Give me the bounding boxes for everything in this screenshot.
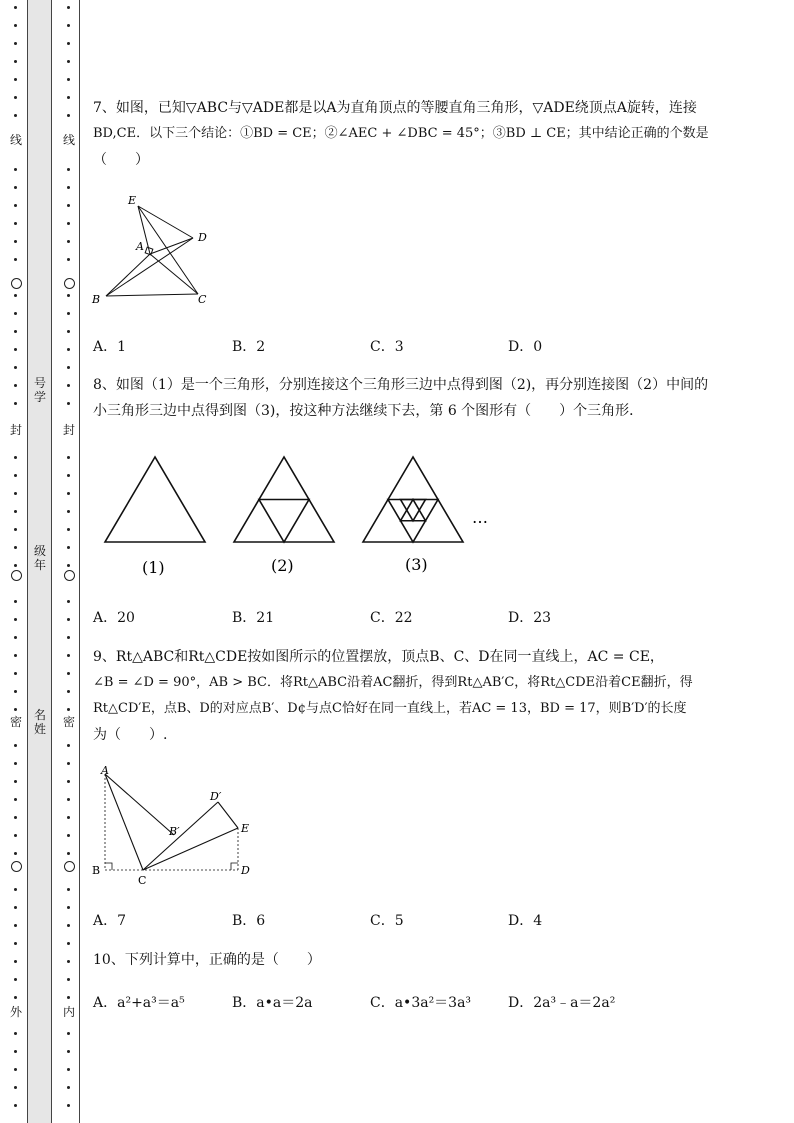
binding-circle <box>11 278 22 289</box>
outer-marker-xian: 线 <box>9 133 22 147</box>
binding-dot <box>67 186 70 189</box>
q7-edge-bc <box>106 294 198 296</box>
binding-dot <box>14 1050 17 1053</box>
binding-dot <box>67 96 70 99</box>
binding-dot <box>14 312 17 315</box>
q7-figure <box>88 190 218 310</box>
binding-dot <box>14 834 17 837</box>
outer-marker-wai: 外 <box>9 1005 22 1019</box>
binding-dot <box>14 816 17 819</box>
q9-option-b[interactable]: B．6 <box>232 913 266 929</box>
binding-dot <box>67 618 70 621</box>
q8-figure <box>98 450 508 580</box>
q7-label-b: B <box>92 293 101 306</box>
binding-dot <box>14 618 17 621</box>
binding-dot <box>67 996 70 999</box>
q9-edge-cd1 <box>143 802 218 870</box>
inner-marker-xian: 线 <box>62 133 75 147</box>
binding-dot <box>67 834 70 837</box>
binding-dot <box>14 600 17 603</box>
binding-dot <box>67 600 70 603</box>
q8-caption-2: (2) <box>271 556 294 575</box>
binding-dot <box>14 186 17 189</box>
binding-dot <box>67 312 70 315</box>
q7-edge-ed <box>138 206 193 238</box>
binding-dot <box>14 906 17 909</box>
binding-dot <box>67 384 70 387</box>
binding-dot <box>67 78 70 81</box>
binding-dot <box>67 978 70 981</box>
binding-dot <box>14 564 17 567</box>
binding-dot <box>67 942 70 945</box>
binding-dot <box>67 258 70 261</box>
q9-label-e: E <box>241 822 250 835</box>
binding-dot <box>67 906 70 909</box>
binding-dot <box>67 564 70 567</box>
binding-dot <box>67 474 70 477</box>
binding-dot <box>67 798 70 801</box>
binding-dot <box>14 330 17 333</box>
binding-dot <box>67 456 70 459</box>
binding-dot <box>14 528 17 531</box>
binding-dot <box>67 1086 70 1089</box>
binding-dot <box>67 888 70 891</box>
q9-edge-ce <box>143 828 238 870</box>
binding-dot <box>14 24 17 27</box>
binding-dot <box>14 384 17 387</box>
binding-dot <box>14 708 17 711</box>
outer-marker-mi: 密 <box>9 715 22 729</box>
binding-dot <box>67 294 70 297</box>
binding-dot <box>14 402 17 405</box>
q10-option-a[interactable]: A．a²+a³＝a⁵ <box>93 995 185 1011</box>
binding-dot <box>14 924 17 927</box>
binding-dot <box>67 222 70 225</box>
q9-label-b: B <box>92 864 101 877</box>
binding-circle <box>11 861 22 872</box>
q7-label-d: D <box>198 231 207 244</box>
q9-edge-ac <box>105 774 143 870</box>
binding-dot <box>14 654 17 657</box>
q10-option-c[interactable]: C．a•3a²＝3a³ <box>370 995 472 1011</box>
q9-label-d1: D′ <box>210 790 222 803</box>
binding-dot <box>14 942 17 945</box>
inner-marker-mi: 密 <box>62 715 75 729</box>
binding-dot <box>14 258 17 261</box>
binding-dot <box>67 348 70 351</box>
binding-circle <box>64 278 75 289</box>
binding-dot <box>67 492 70 495</box>
binding-dot <box>67 1068 70 1071</box>
q8-options <box>93 607 733 627</box>
binding-dot <box>67 1032 70 1035</box>
binding-dot <box>14 96 17 99</box>
q7-label-e: E <box>128 194 137 207</box>
q9-line1: 9、Rt△ABC和Rt△CDE按如图所示的位置摆放，顶点B、C、D在同一直线上，AC = CE， <box>93 649 664 665</box>
binding-dot <box>67 402 70 405</box>
binding-dot <box>67 24 70 27</box>
q7-option-b[interactable]: B．2 <box>232 339 266 355</box>
binding-dot <box>67 60 70 63</box>
binding-dot <box>67 780 70 783</box>
q7-options <box>93 336 733 356</box>
binding-dot <box>14 978 17 981</box>
q9-line3: Rt△CD′E，点B、D的对应点B′、D¢与点C恰好在同一直线上，若AC = 13，BD = 17，则B′D′的长度 <box>93 701 687 716</box>
binding-dot <box>67 114 70 117</box>
q8-triangle-3-inner <box>401 500 426 521</box>
binding-dot <box>67 510 70 513</box>
q8-option-d[interactable]: D．23 <box>508 610 552 626</box>
binding-dot <box>14 636 17 639</box>
binding-dot <box>14 1068 17 1071</box>
field-grade: 级年 <box>33 544 46 572</box>
outer-marker-feng: 封 <box>9 423 22 437</box>
binding-dot <box>14 348 17 351</box>
binding-dot <box>67 42 70 45</box>
inner-marker-nei: 内 <box>62 1005 75 1019</box>
binding-circle <box>64 570 75 581</box>
q9-option-a[interactable]: A．7 <box>93 913 127 929</box>
q10-options <box>93 992 733 1012</box>
binding-dot <box>14 474 17 477</box>
q8-triangle-2-inner <box>259 500 309 543</box>
binding-dot <box>67 168 70 171</box>
q7-line2: BD,CE．以下三个结论：①BD = CE；②∠AEC + ∠DBC = 45°；③BD ⊥ CE；其中结论正确的个数是 <box>93 126 709 141</box>
binding-circle <box>64 861 75 872</box>
binding-dot <box>67 960 70 963</box>
binding-dot <box>14 78 17 81</box>
binding-dot <box>14 114 17 117</box>
binding-dot <box>67 762 70 765</box>
q8-option-a[interactable]: A．20 <box>93 610 135 626</box>
binding-dot <box>67 1104 70 1107</box>
binding-dot <box>14 744 17 747</box>
binding-dot <box>14 546 17 549</box>
binding-dot <box>14 690 17 693</box>
binding-dot <box>67 204 70 207</box>
q7-edge-ba <box>106 254 150 296</box>
outer-dot-column <box>9 0 23 1123</box>
binding-dot <box>14 366 17 369</box>
q7-edge-ad <box>150 238 193 254</box>
binding-dot <box>67 636 70 639</box>
binding-dot <box>14 42 17 45</box>
q9-figure <box>88 762 258 887</box>
q8-ellipsis: … <box>472 508 488 527</box>
binding-dot <box>67 330 70 333</box>
binding-dot <box>67 816 70 819</box>
binding-dot <box>14 852 17 855</box>
binding-dot <box>67 528 70 531</box>
q7-option-a[interactable]: A．1 <box>93 339 127 355</box>
binding-dot <box>67 672 70 675</box>
binding-dot <box>67 744 70 747</box>
q9-options <box>93 910 733 930</box>
binding-dot <box>14 1104 17 1107</box>
q8-line1: 8、如图（1）是一个三角形，分别连接这个三角形三边中点得到图（2)，再分别连接图（2）中间的 <box>93 377 709 393</box>
binding-dot <box>14 1032 17 1035</box>
q9-edge-d1e <box>218 802 238 828</box>
q8-caption-1: (1) <box>142 558 165 577</box>
q10-option-d[interactable]: D．2a³﹣a＝2a² <box>508 995 616 1011</box>
binding-dot <box>67 654 70 657</box>
binding-dot <box>14 60 17 63</box>
binding-dot <box>14 240 17 243</box>
binding-dot <box>14 510 17 513</box>
q8-triangle-3-innermost <box>401 500 426 521</box>
q9-right-angle-d <box>231 863 238 870</box>
q8-option-c[interactable]: C．22 <box>370 610 413 626</box>
q7-option-c[interactable]: C．3 <box>370 339 404 355</box>
q9-line2: ∠B = ∠D = 90°，AB > BC．将Rt△ABC沿着AC翻折，得到Rt△AB′C，将Rt△CDE沿着CE翻折，得 <box>93 675 693 690</box>
binding-dot <box>67 240 70 243</box>
inner-marker-feng: 封 <box>62 423 75 437</box>
binding-dot <box>67 546 70 549</box>
q8-option-b[interactable]: B．21 <box>232 610 275 626</box>
binding-dot <box>14 204 17 207</box>
binding-dot <box>14 672 17 675</box>
q9-option-d[interactable]: D．4 <box>508 913 543 929</box>
binding-dot <box>67 1050 70 1053</box>
binding-dot <box>14 798 17 801</box>
q7-label-c: C <box>198 293 207 306</box>
q9-label-d: D <box>241 864 250 877</box>
margin-rule <box>79 0 80 1123</box>
binding-dot <box>14 456 17 459</box>
q9-label-b1: B′ <box>169 825 180 838</box>
q8-triangle-1 <box>105 457 205 542</box>
binding-dot <box>14 780 17 783</box>
binding-dot <box>14 762 17 765</box>
q7-line1: 7、如图，已知▽ABC与▽ADE都是以A为直角顶点的等腰直角三角形，▽ADE绕顶点A旋转，连接 <box>93 100 697 116</box>
q9-line4: 为（ ）. <box>93 727 168 743</box>
field-student-number: 号学 <box>33 376 46 404</box>
inner-dot-column <box>62 0 76 1123</box>
q9-label-c: C <box>138 874 147 887</box>
binding-dot <box>14 1086 17 1089</box>
q9-option-c[interactable]: C．5 <box>370 913 404 929</box>
binding-dot <box>14 888 17 891</box>
q8-caption-3: (3) <box>405 555 428 574</box>
binding-dot <box>67 690 70 693</box>
q7-edge-ec <box>138 206 198 294</box>
binding-dot <box>14 960 17 963</box>
binding-dot <box>14 294 17 297</box>
binding-dot <box>14 222 17 225</box>
binding-dot <box>67 924 70 927</box>
binding-dot <box>67 852 70 855</box>
binding-dot <box>67 366 70 369</box>
q7-label-a: A <box>136 240 144 253</box>
q10-line1: 10、下列计算中，正确的是（ ） <box>93 952 321 968</box>
q9-right-angle-b <box>105 863 112 870</box>
binding-circle <box>11 570 22 581</box>
binding-dot <box>14 996 17 999</box>
binding-dot <box>14 492 17 495</box>
binding-dot <box>67 708 70 711</box>
q10-option-b[interactable]: B．a•a＝2a <box>232 995 313 1011</box>
binding-dot <box>14 6 17 9</box>
binding-dot <box>67 6 70 9</box>
q9-label-a: A <box>101 764 109 777</box>
field-name: 名姓 <box>33 708 46 736</box>
q7-edge-ac <box>150 254 198 294</box>
q8-line2: 小三角形三边中点得到图（3)，按这种方法继续下去，第 6 个图形有（ ）个三角形． <box>93 403 644 419</box>
q7-option-d[interactable]: D．0 <box>508 339 543 355</box>
q9-edge-ab1 <box>105 774 174 835</box>
q7-line3: （ ） <box>93 152 149 168</box>
binding-dot <box>14 168 17 171</box>
